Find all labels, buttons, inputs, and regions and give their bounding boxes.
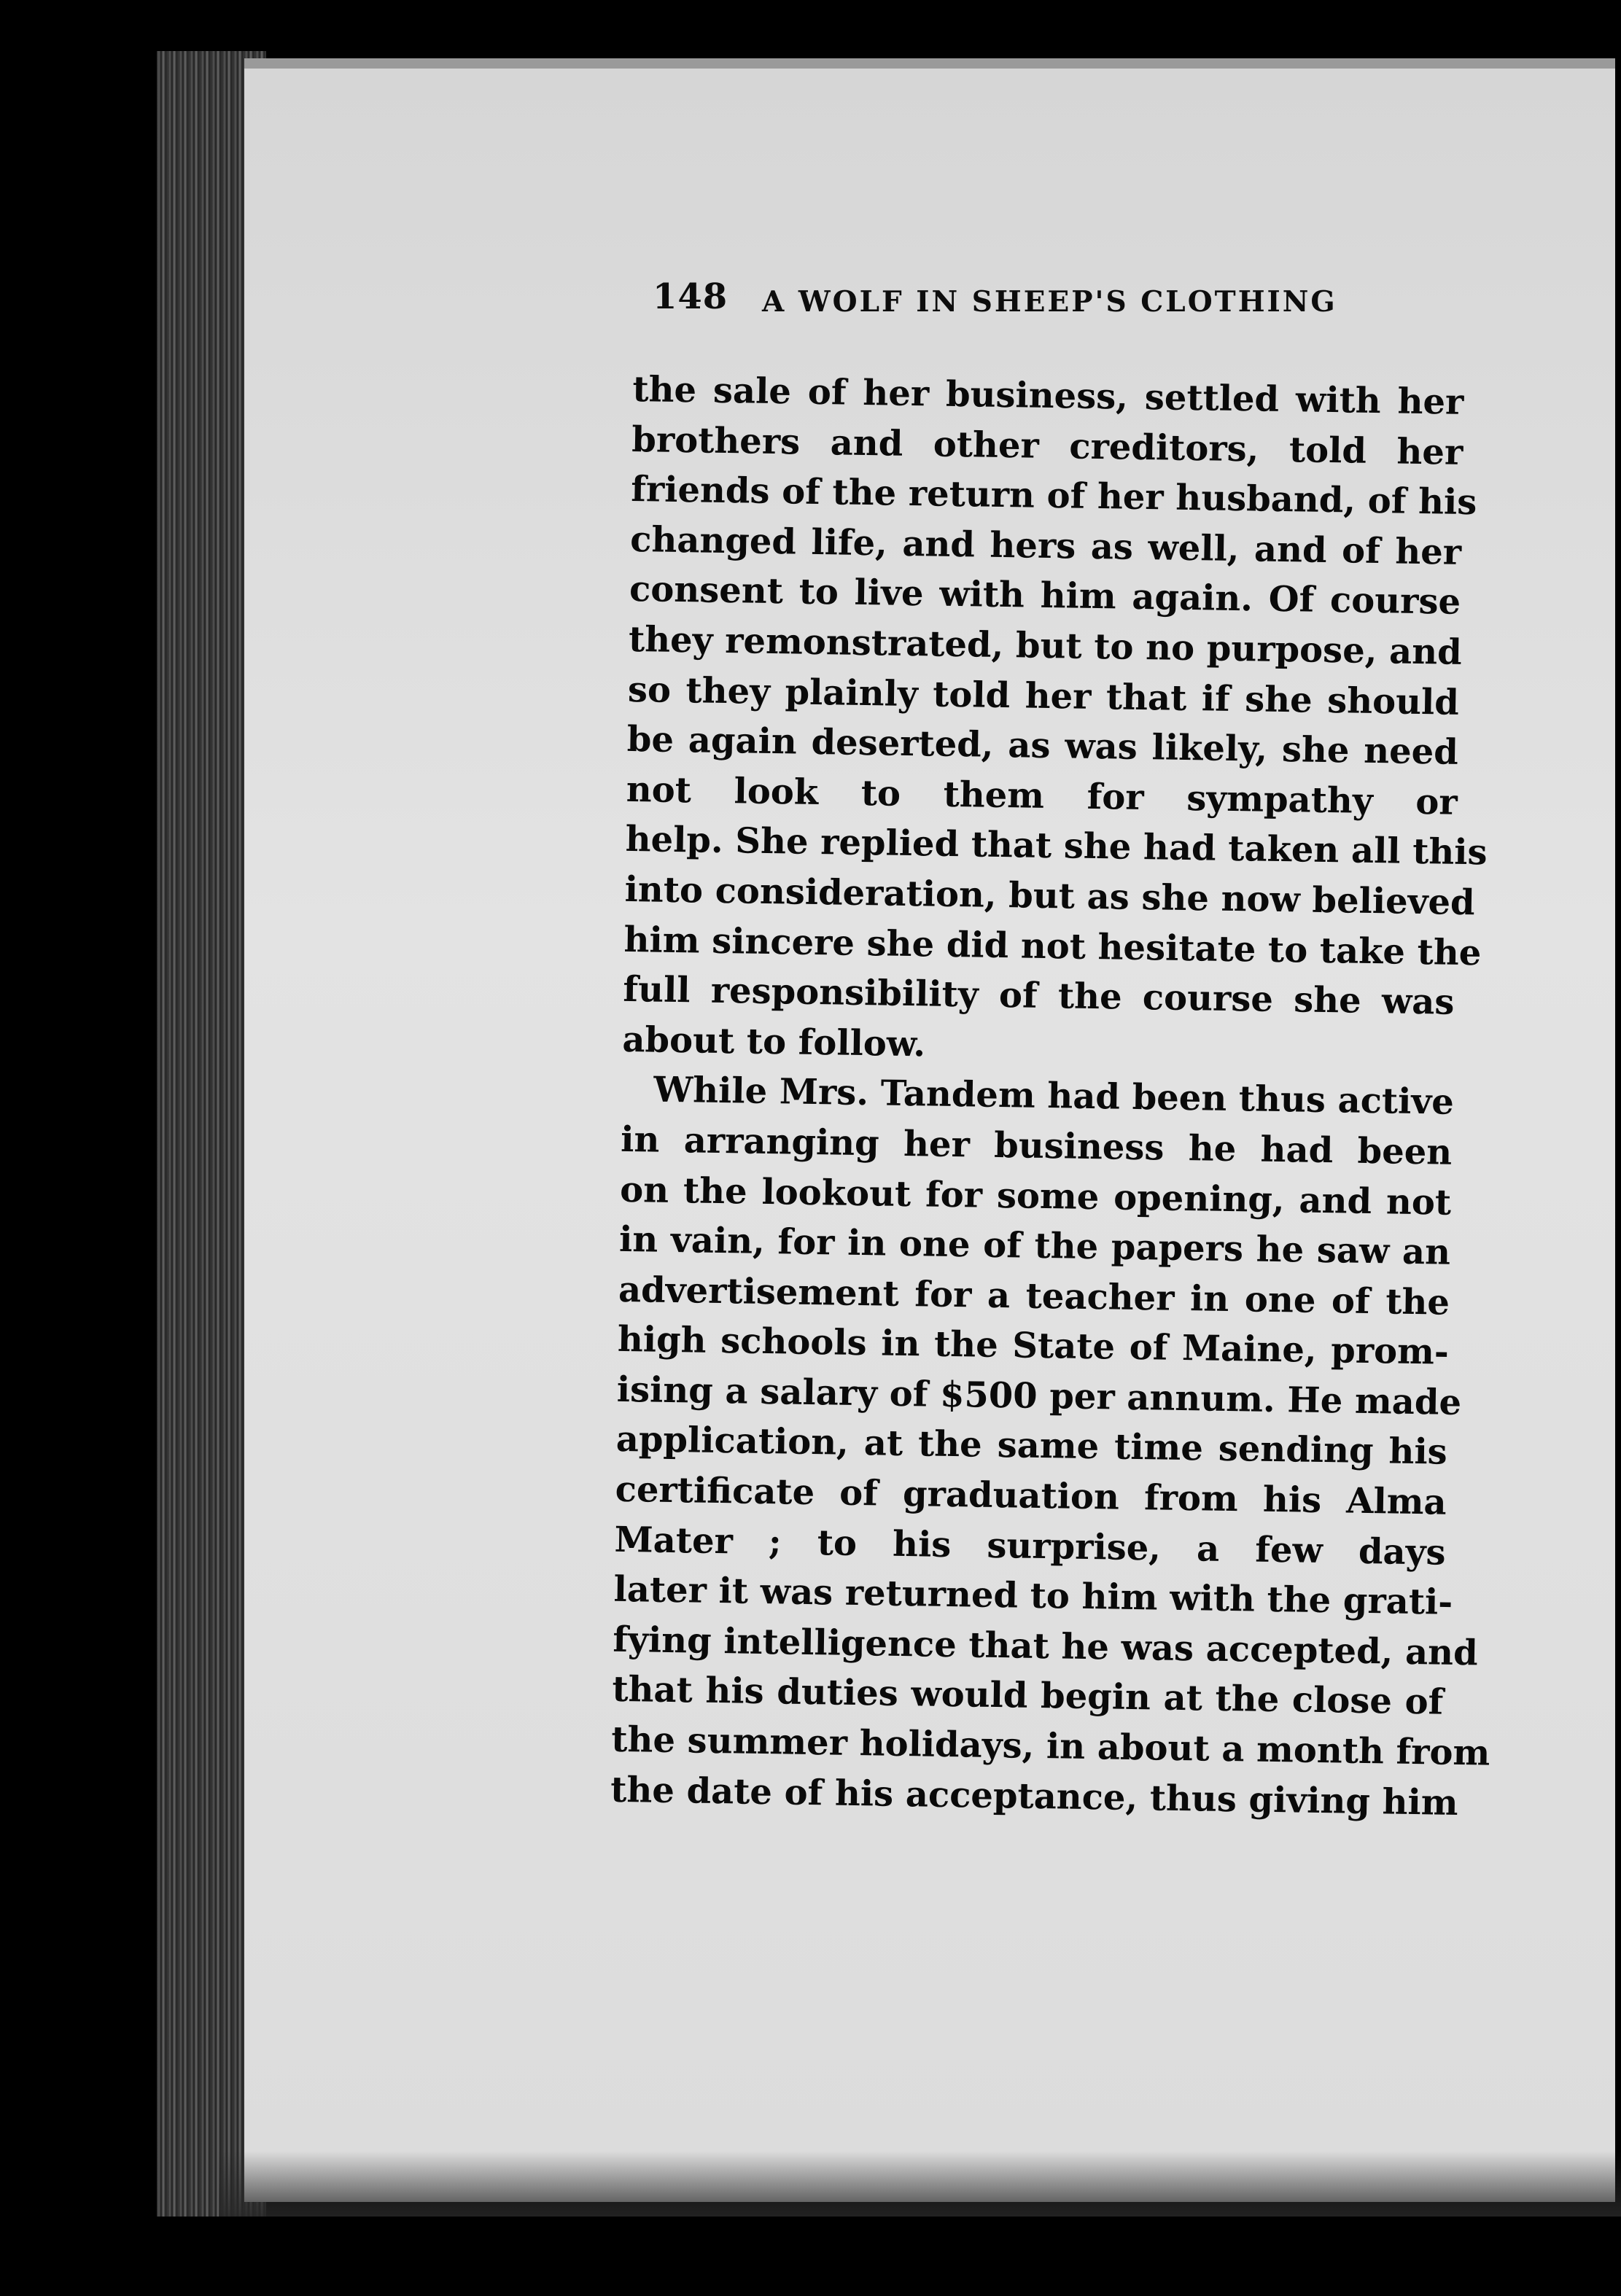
text-line: fying intelligence that he was accepted, and <box>613 1619 1479 1674</box>
text-line: consent to live with him again. Of course <box>629 569 1461 623</box>
text-line: the summer holidays, in about a month from <box>610 1719 1490 1774</box>
body-text <box>610 365 1490 1828</box>
text-line: him sincere she did not hesitate to take the <box>623 919 1482 973</box>
text-line: the date of his acceptance, thus giving him <box>610 1769 1458 1824</box>
text-line: advertisement for a teacher in one of the <box>618 1269 1450 1323</box>
text-line: While Mrs. Tandem had been thus active <box>653 1069 1455 1124</box>
text-line: help. She replied that she had taken all this <box>625 819 1488 873</box>
text-line: not look to them for sympathy or <box>626 768 1458 823</box>
running-head <box>653 273 1382 339</box>
text-line: changed life, and hers as well, and of her <box>629 518 1462 573</box>
text-line: that his duties would begin at the close of <box>612 1669 1444 1724</box>
text-line: they remonstrated, but to no purpose, and <box>628 618 1463 673</box>
text-line: Mater ; to his surprise, a few days <box>614 1519 1446 1573</box>
text-line: brothers and other creditors, told her <box>631 419 1463 473</box>
text-line: full responsibility of the course she was <box>623 969 1455 1023</box>
text-line: be again deserted, as was likely, she need <box>626 719 1459 773</box>
text-line: into consideration, but as she now believed <box>624 868 1476 924</box>
text-line: the sale of her business, settled with her <box>632 368 1464 423</box>
page-bottom-shadow <box>219 2151 1621 2217</box>
text-line: so they plainly told her that if she should <box>627 669 1460 723</box>
text-line: application, at the same time sending his <box>615 1419 1448 1474</box>
page-number: 148 <box>653 276 728 317</box>
running-title: A WOLF IN SHEEP'S CLOTHING <box>762 285 1337 319</box>
text-line: on the lookout for some opening, and not <box>619 1169 1452 1223</box>
text-line: in arranging her business he had been <box>620 1118 1453 1173</box>
text-line: high schools in the State of Maine, prom- <box>617 1319 1450 1374</box>
text-line: later it was returned to him with the grati- <box>613 1569 1453 1624</box>
text-line: about to follow. <box>622 1019 926 1065</box>
text-line: ising a salary of $500 per annum. He made <box>616 1369 1462 1423</box>
text-line: certificate of graduation from his Alma <box>615 1468 1447 1523</box>
text-line: friends of the return of her husband, of his <box>630 469 1477 524</box>
text-line: in vain, for in one of the papers he saw an <box>618 1218 1451 1273</box>
